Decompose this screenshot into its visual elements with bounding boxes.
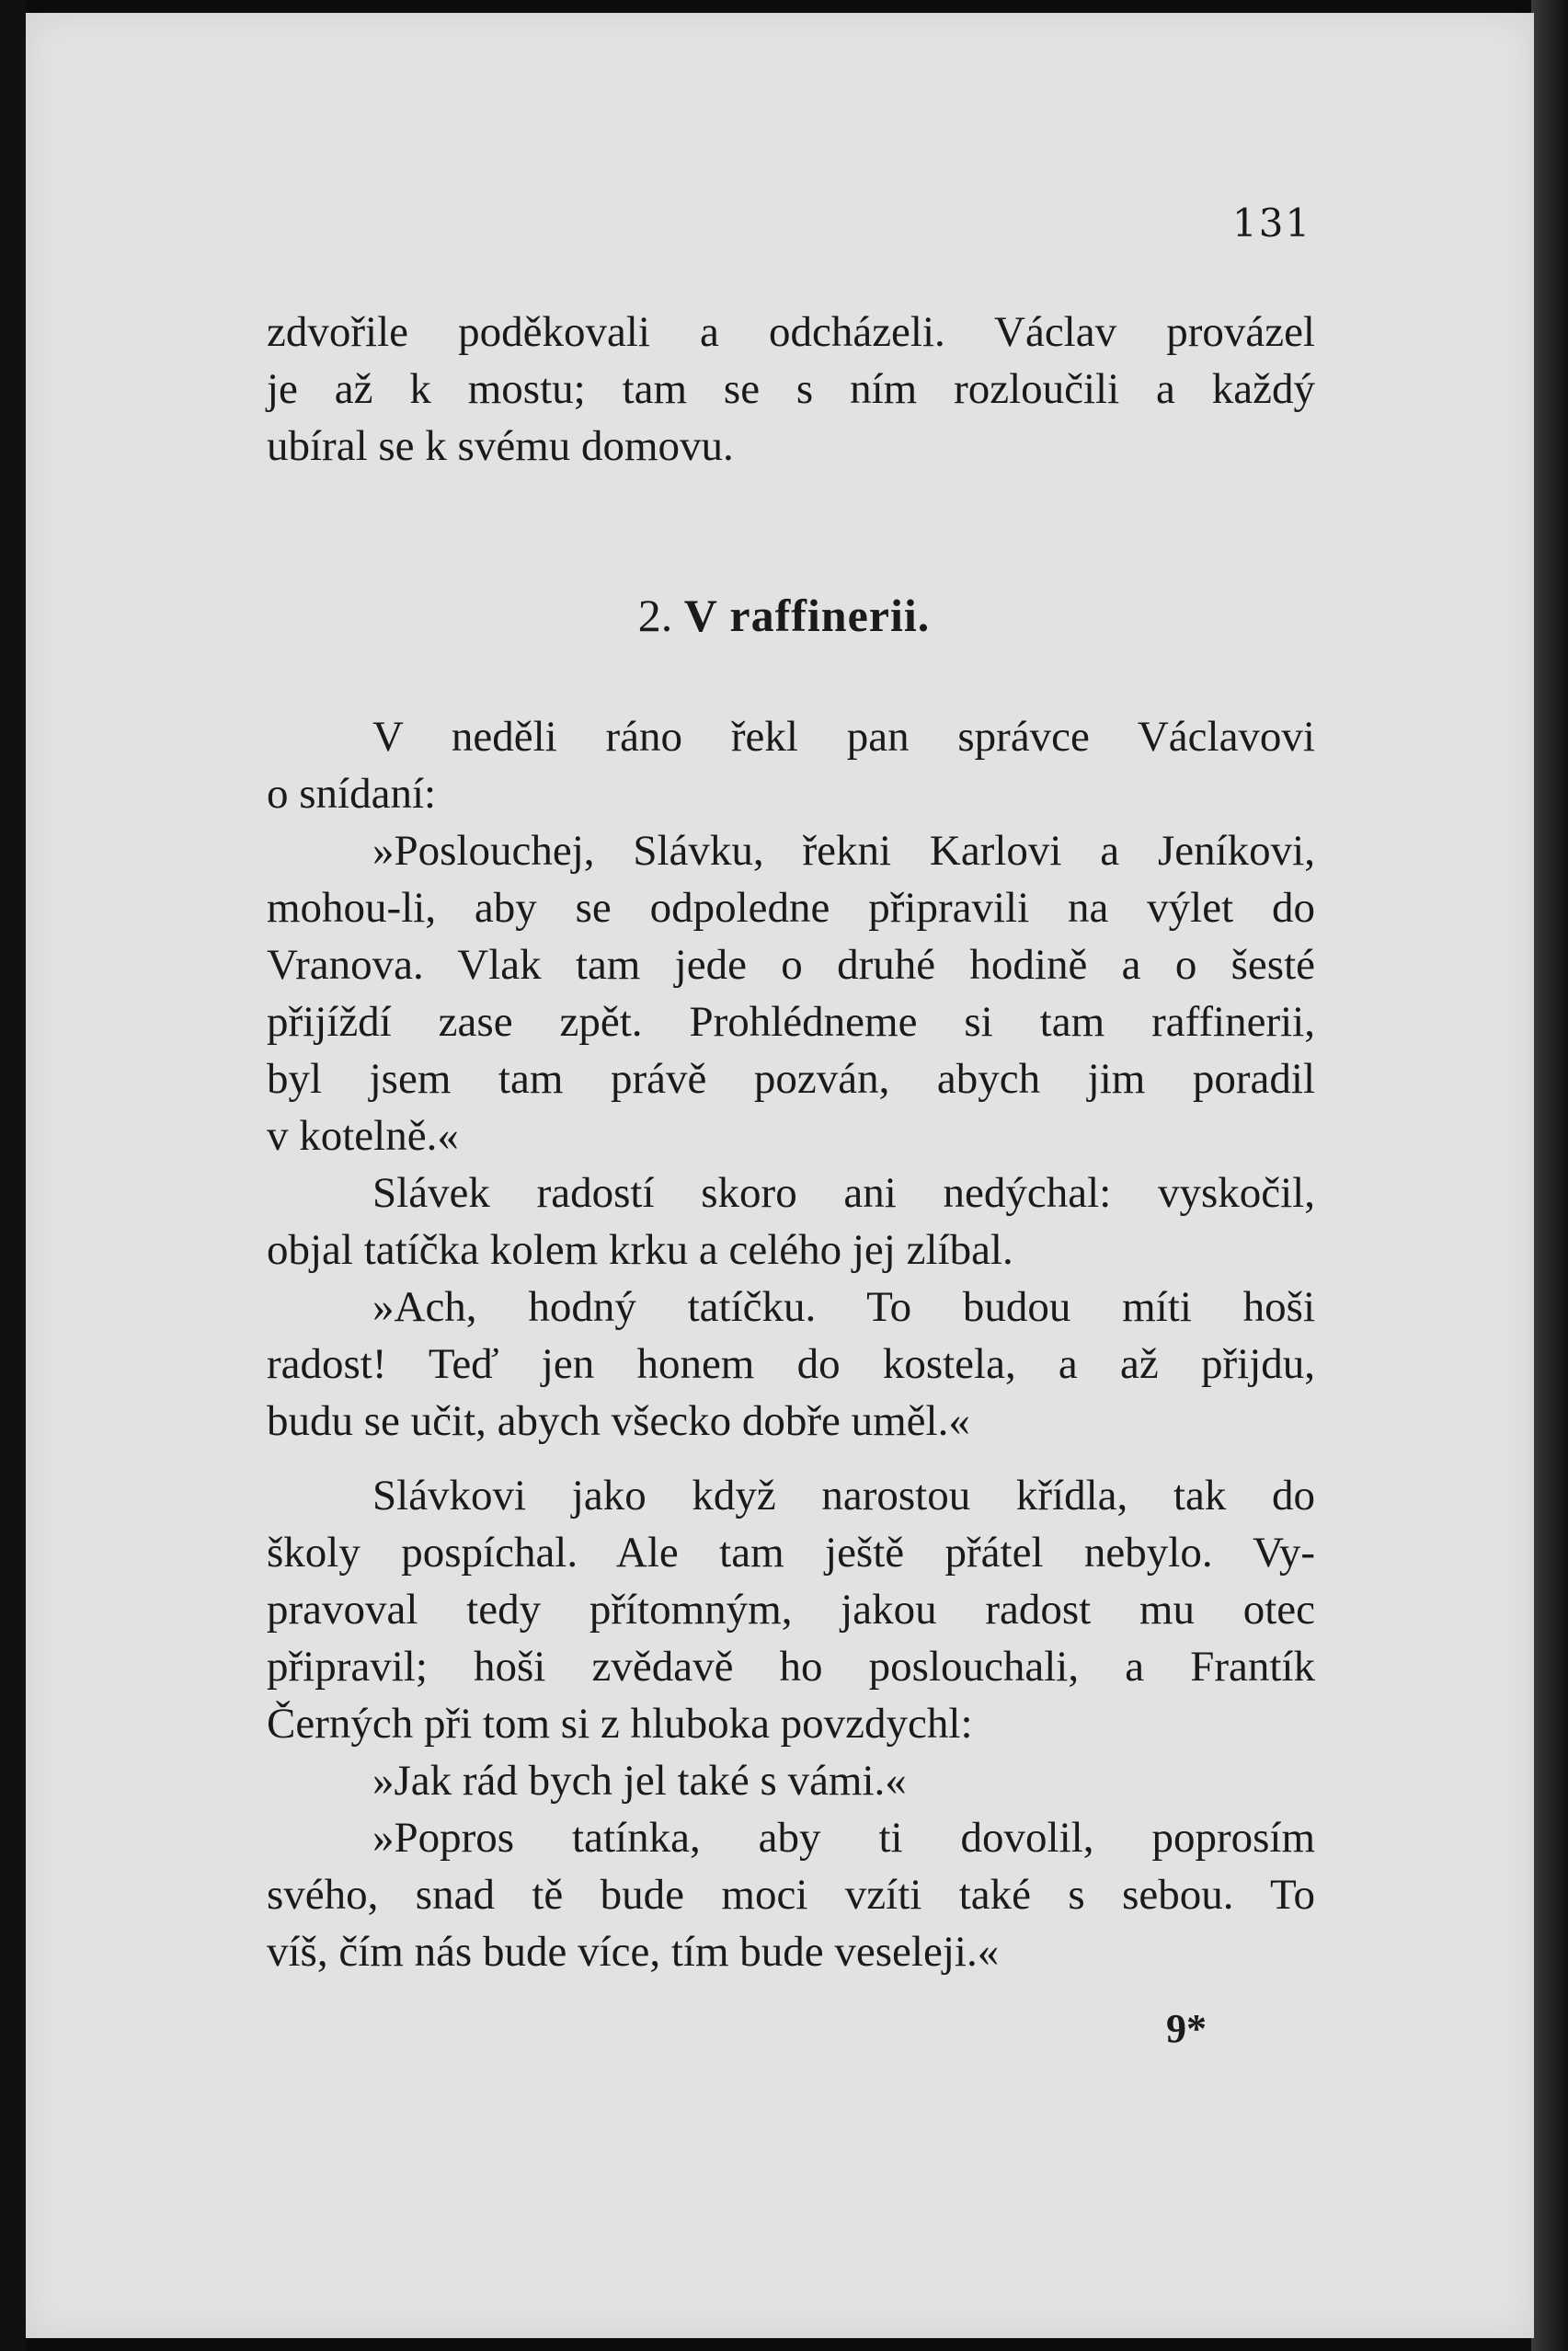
text-line: v kotelně.«	[267, 1112, 459, 1160]
page-left-edge	[0, 0, 26, 2351]
text-line: »Jak rád bych jel také s vámi.«	[372, 1757, 907, 1805]
signature-mark: 9*	[1166, 2006, 1207, 2051]
text-line: »Popros tatínka, aby ti dovolil, poprosím	[372, 1814, 1315, 1862]
paragraph-1	[267, 304, 1315, 475]
text-line: Černých při tom si z hluboka povzdychl:	[267, 1700, 973, 1748]
text-line: zdvořile poděkovali a odcházeli. Václav provázel	[267, 308, 1315, 356]
text-line: Slávkovi jako když narostou křídla, tak do	[372, 1472, 1315, 1520]
text-line: Vranova. Vlak tam jede o druhé hodině a o šesté	[267, 941, 1315, 989]
text-line: »Poslouchej, Slávku, řekni Karlovi a Jeníkovi,	[372, 827, 1315, 875]
text-line: školy pospíchal. Ale tam ještě přátel nebylo. Vy-	[267, 1529, 1315, 1577]
text-line: objal tatíčka kolem krku a celého jej zlíbal.	[267, 1226, 1013, 1274]
text-line: pravoval tedy přítomným, jakou radost mu otec	[267, 1586, 1315, 1634]
text-line: o snídaní:	[267, 770, 437, 818]
page-right-edge	[1531, 0, 1568, 2351]
paragraph-3	[267, 1467, 1315, 1980]
text-line: přijíždí zase zpět. Prohlédneme si tam raffinerii,	[267, 998, 1315, 1046]
page-number: 131	[1232, 201, 1312, 246]
section-number: 2.	[637, 590, 673, 641]
text-line: ubíral se k svému domovu.	[267, 422, 734, 470]
text-line: připravil; hoši zvědavě ho poslouchali, a Frantík	[267, 1643, 1315, 1691]
text-line: radost! Teď jen honem do kostela, a až přijdu,	[267, 1340, 1315, 1388]
text-line: byl jsem tam právě pozván, abych jim poradil	[267, 1055, 1315, 1103]
text-line: Slávek radostí skoro ani nedýchal: vyskočil,	[372, 1169, 1315, 1217]
section-heading	[0, 589, 1568, 642]
text-line: »Ach, hodný tatíčku. To budou míti hoši	[372, 1283, 1315, 1331]
section-title: V raffinerii.	[683, 590, 931, 641]
text-line: budu se učit, abych všecko dobře uměl.«	[267, 1397, 970, 1445]
text-line: je až k mostu; tam se s ním rozloučili a každý	[267, 365, 1315, 413]
paragraph-2	[267, 708, 1315, 1450]
text-line: svého, snad tě bude moci vzíti také s sebou. To	[267, 1871, 1315, 1919]
text-line: V neděli ráno řekl pan správce Václavovi	[372, 713, 1315, 761]
text-line: víš, čím nás bude více, tím bude veseleji.«	[267, 1928, 1000, 1976]
text-line: mohou-li, aby se odpoledne připravili na výlet do	[267, 884, 1315, 932]
